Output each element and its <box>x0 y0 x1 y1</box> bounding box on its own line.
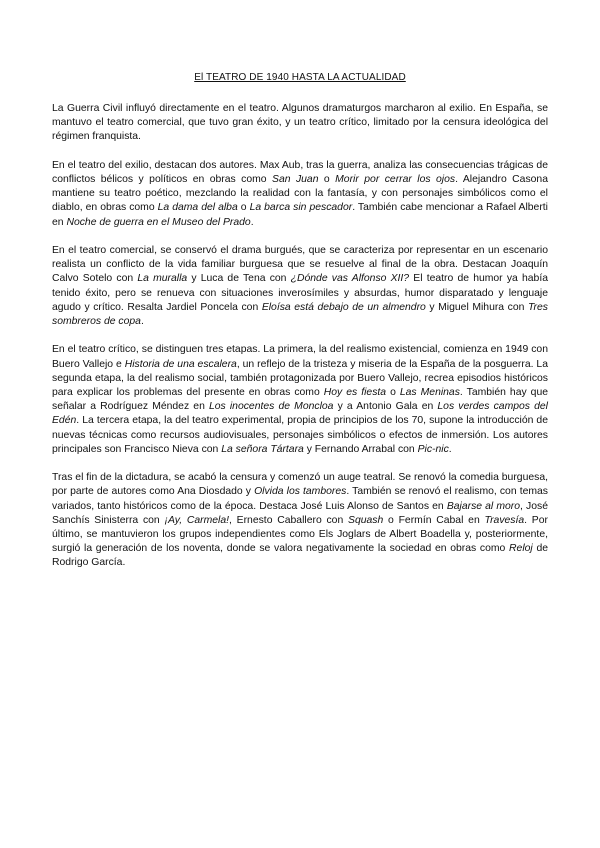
work-title: ¡Ay, Carmela! <box>164 514 230 526</box>
text-run: o <box>318 174 336 185</box>
work-title: Travesía <box>484 514 525 526</box>
work-title: Tres sombreros de copa <box>52 301 548 328</box>
text-run: . <box>448 443 452 455</box>
work-title: Los inocentes de Moncloa <box>208 401 334 413</box>
document-body <box>52 102 548 571</box>
text-run: , José Sanchís Sinisterra con <box>52 500 548 526</box>
work-title: La barca sin pescador <box>249 202 353 214</box>
paragraph-3 <box>52 244 548 329</box>
text-run: de Rodrigo García. <box>52 543 548 569</box>
work-title: Bajarse al moro <box>446 500 521 512</box>
text-run: o <box>386 387 400 399</box>
work-title: ¿Dónde vas Alfonso XII? <box>290 273 410 285</box>
text-run: y Fernando Arrabal con <box>303 443 418 455</box>
work-title: Hoy es fiesta <box>323 387 387 399</box>
text-run: Tras el fin de la dictadura, se acabó la censura y comenzó un auge teatral. Se renovó la comedia burguesa, por parte de autores como Ana Diosdado y <box>52 472 548 498</box>
paragraph-5 <box>52 471 548 570</box>
text-run: , un reflejo de la tristeza y miseria de la España de la posguerra. La segunda etapa, la del realismo social, también protagonizada por Buero Vallejo, recrea episodios históricos para explicar los problemas del presente en obras como <box>52 358 548 399</box>
text-run: . También hay que señalar a Rodríguez Méndez en <box>52 387 549 413</box>
text-run: . <box>250 216 254 228</box>
work-title: Reloj <box>509 543 533 555</box>
text-run: . Por último, se mantuvieron los grupos independientes como Els Joglars de Albert Boadella y, posteriormente, surgió la generación de los noventa, donde se valora negativamente la sociedad en obras como <box>52 514 548 555</box>
text-run: o Fermín Cabal en <box>383 514 485 526</box>
paragraph-1 <box>52 102 548 145</box>
work-title: Los verdes campos del Edén <box>52 401 548 427</box>
text-run: La Guerra Civil influyó directamente en el teatro. Algunos dramaturgos marcharon al exilio. En España, se mantuvo el teatro comercial, que tuvo gran éxito, y un teatro crítico, limitado por la censura ideológica del régimen franquista. <box>52 103 548 143</box>
text-run: o <box>237 202 250 214</box>
paragraph-2 <box>52 159 548 230</box>
text-run: El teatro de humor ya había tenido éxito, pero se renueva con situaciones inverosímiles y absurdas, humor disparatado y lenguaje agudo y crítico. Resalta Jardiel Poncela con <box>52 273 548 313</box>
work-title: La señora Tártara <box>221 443 304 455</box>
work-title: Morir por cerrar los ojos <box>335 174 456 185</box>
work-title: Las Meninas <box>399 387 460 399</box>
text-run: . La tercera etapa, la del teatro experimental, propia de principios de los 70, supone la introducción de nuevas técnicas como recursos audiovisuales, personajes simbólicos o efectos de inmersión. Los autores principales son Francisco Nieva con <box>52 415 548 455</box>
text-run: En el teatro comercial, se conservó el drama burgués, que se caracteriza por representar en un escenario realista un conflicto de la vida familiar burguesa que se resuelve al final de la obra. Destacan Joaquín Calvo Sotelo con <box>52 245 548 285</box>
work-title: Historia de una escalera <box>124 358 237 370</box>
text-run: y Miguel Mihura con <box>425 301 528 313</box>
text-run: y Luca de Tena con <box>187 273 291 285</box>
text-run: , Ernesto Caballero con <box>229 514 349 526</box>
document-title: El TEATRO DE 1940 HASTA LA ACTUALIDAD <box>194 72 406 83</box>
paragraph-4 <box>52 343 548 457</box>
work-title: Squash <box>348 514 384 526</box>
work-title: San Juan <box>272 174 319 185</box>
text-run: . <box>140 316 144 328</box>
work-title: Noche de guerra en el Museo del Prado <box>66 216 251 228</box>
text-run: y a Antonio Gala en <box>333 401 438 413</box>
work-title: Olvida los tambores <box>254 486 347 498</box>
work-title: La muralla <box>137 273 188 285</box>
work-title: Pic-nic <box>417 443 449 455</box>
text-run: . También se renovó el realismo, con temas variados, tanto históricos como de la época. Destaca José Luis Alonso de Santos en <box>52 486 549 512</box>
work-title: La dama del alba <box>157 202 238 214</box>
text-run: . También cabe mencionar a Rafael Alberti en <box>52 202 548 228</box>
text-run: . Alejandro Casona mantiene su teatro poético, mezclando la realidad con la fantasía, y con personajes simbólicos como el diablo, en obras como <box>52 174 548 214</box>
work-title: Eloísa está debajo de un almendro <box>261 301 426 313</box>
text-run: En el teatro crítico, se distinguen tres etapas. La primera, la del realismo existencial, comienza en 1949 con Buero Vallejo e <box>52 344 548 370</box>
text-run: En el teatro del exilio, destacan dos autores. Max Aub, tras la guerra, analiza las consecuencias trágicas de conflictos bélicos y políticos en obras como <box>52 159 548 185</box>
